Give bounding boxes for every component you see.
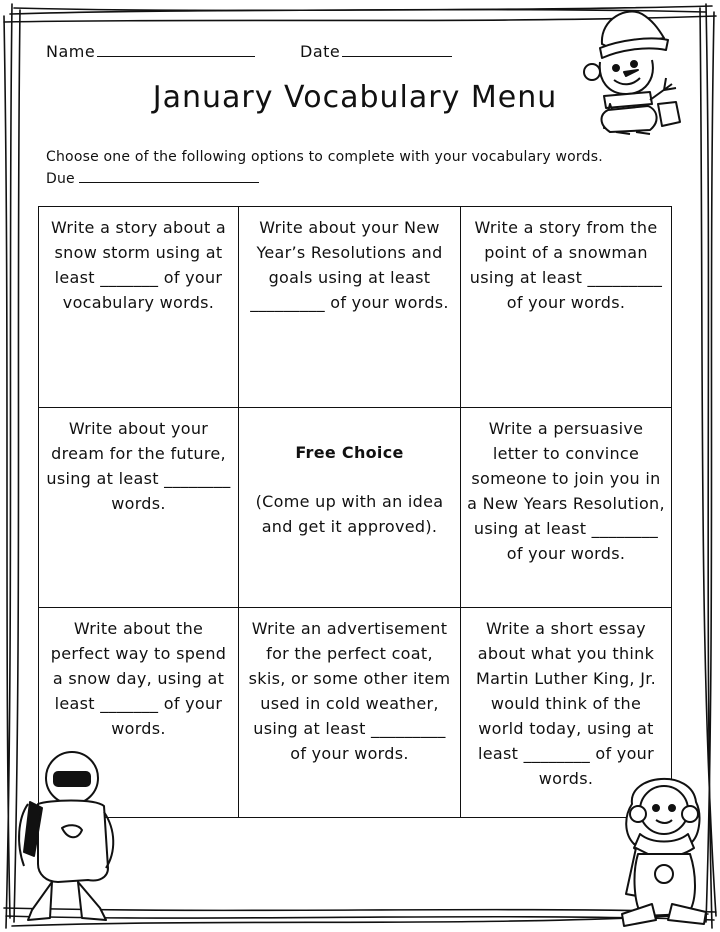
menu-cell-free-choice[interactable] bbox=[239, 408, 461, 608]
snowman-icon bbox=[580, 4, 690, 138]
free-choice-title: Free Choice bbox=[295, 443, 404, 462]
instructions-text: Choose one of the following options to complete with your vocabulary words. bbox=[46, 149, 603, 165]
menu-cell-text: Write a short essay about what you think Martin Luther King, Jr. would think of the world today, using at least ________ of your words. bbox=[475, 619, 657, 788]
menu-cell-text: Write about the perfect way to spend a snow day, using at least _______ of your words. bbox=[50, 619, 227, 738]
menu-cell[interactable] bbox=[461, 408, 671, 608]
menu-cell-text: Write an advertisement for the perfect coat, skis, or some other item used in cold weather, using at least _________ of your words. bbox=[248, 619, 451, 763]
due-field[interactable] bbox=[46, 168, 603, 190]
menu-cell[interactable] bbox=[461, 207, 671, 408]
girl-with-scarf-icon bbox=[612, 764, 712, 928]
name-blank[interactable] bbox=[97, 42, 255, 57]
name-label: Name bbox=[46, 42, 96, 61]
vocabulary-menu-grid bbox=[38, 206, 672, 818]
menu-cell-text: Write a story from the point of a snowman using at least _________ of your words. bbox=[469, 218, 663, 312]
instructions bbox=[46, 146, 603, 190]
name-field[interactable] bbox=[46, 42, 255, 61]
date-blank[interactable] bbox=[342, 42, 452, 57]
free-choice-note: (Come up with an idea and get it approved). bbox=[255, 492, 444, 536]
menu-cell[interactable] bbox=[39, 207, 239, 408]
menu-cell-text: Write about your New Year’s Resolutions and goals using at least _________ of your words. bbox=[250, 218, 449, 312]
menu-cell[interactable] bbox=[239, 608, 461, 817]
menu-cell[interactable] bbox=[239, 207, 461, 408]
menu-cell-text: Write a persuasive letter to convince someone to join you in a New Years Resolution, using at least ________ of your words. bbox=[467, 419, 665, 563]
child-winter-coat-icon bbox=[8, 748, 118, 926]
due-blank[interactable] bbox=[79, 170, 259, 183]
due-label: Due bbox=[46, 171, 75, 187]
menu-cell-text: Write a story about a snow storm using at least _______ of your vocabulary words. bbox=[50, 218, 227, 312]
menu-cell[interactable] bbox=[39, 408, 239, 608]
menu-cell-text: Write about your dream for the future, using at least ________ words. bbox=[46, 419, 231, 513]
page-title: January Vocabulary Menu bbox=[152, 80, 558, 115]
date-label: Date bbox=[300, 42, 341, 61]
date-field[interactable] bbox=[300, 42, 452, 61]
